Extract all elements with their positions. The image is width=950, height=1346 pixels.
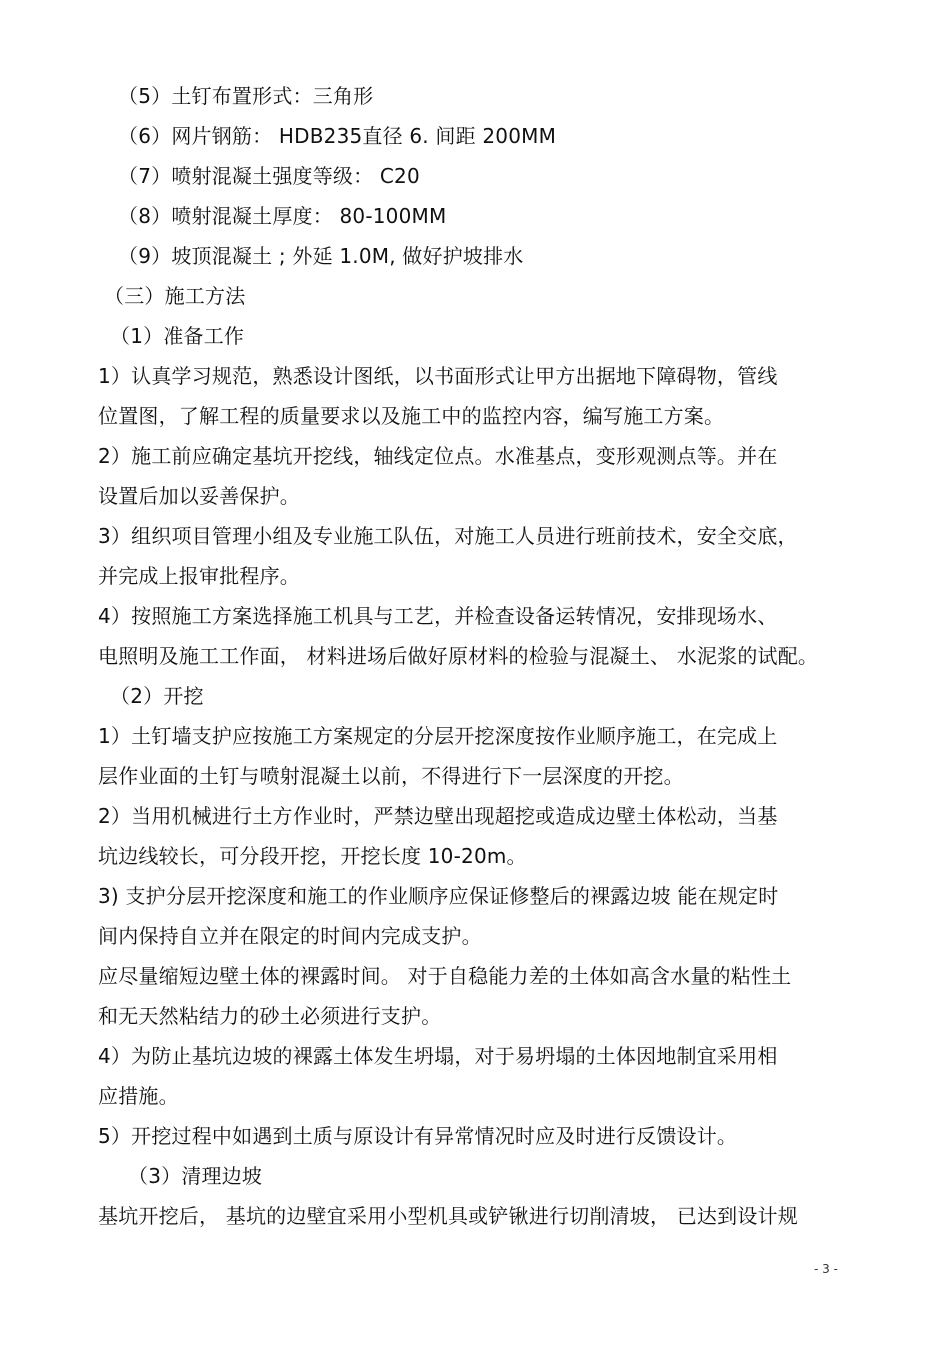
text-line-1: （5）土钉布置形式：三角形 [118, 84, 374, 108]
text-line-14: 4）按照施工方案选择施工机具与工艺，并检查设备运转情况，安排现场水、 [98, 604, 778, 628]
text-line-29: 基坑开挖后， 基坑的边壁宜采用小型机具或铲锹进行切削清坡， 已达到设计规 [98, 1204, 798, 1228]
subsection-heading-2: （2）开挖 [110, 684, 204, 708]
text-line-12: 3）组织项目管理小组及专业施工队伍，对施工人员进行班前技术，安全交底， [98, 524, 798, 548]
text-line-22: 间内保持自立并在限定的时间内完成支护。 [98, 924, 482, 948]
subsection-heading-1: （1）准备工作 [110, 324, 245, 348]
text-line-20: 坑边线较长，可分段开挖，开挖长度 10-20m。 [98, 844, 527, 868]
text-line-4: （8）喷射混凝土厚度： 80-100MM [118, 204, 447, 228]
page-number: - 3 - [814, 1262, 838, 1276]
text-line-3: （7）喷射混凝土强度等级： C20 [118, 164, 420, 188]
text-line-19: 2）当用机械进行土方作业时，严禁边壁出现超挖或造成边壁土体松动，当基 [98, 804, 778, 828]
text-line-21: 3) 支护分层开挖深度和施工的作业顺序应保证修整后的裸露边坡 能在规定时 [98, 884, 779, 908]
text-line-15: 电照明及施工工作面， 材料进场后做好原材料的检验与混凝土、 水泥浆的试配。 [98, 644, 819, 668]
text-line-9: 位置图，了解工程的质量要求以及施工中的监控内容，编写施工方案。 [98, 404, 725, 428]
text-line-13: 并完成上报审批程序。 [98, 564, 300, 588]
text-line-26: 应措施。 [98, 1084, 179, 1108]
text-line-27: 5）开挖过程中如遇到土质与原设计有异常情况时应及时进行反馈设计。 [98, 1124, 738, 1148]
text-line-5: （9）坡顶混凝土 ; 外延 1.0M, 做好护坡排水 [118, 244, 524, 268]
text-line-17: 1）土钉墙支护应按施工方案规定的分层开挖深度按作业顺序施工，在完成上 [98, 724, 778, 748]
subsection-heading-3: （3）清理边坡 [128, 1164, 263, 1188]
section-heading: （三）施工方法 [104, 284, 246, 308]
text-line-11: 设置后加以妥善保护。 [98, 484, 300, 508]
text-line-8: 1）认真学习规范，熟悉设计图纸，以书面形式让甲方出据地下障碍物，管线 [98, 364, 778, 388]
text-line-24: 和无天然粘结力的砂土必须进行支护。 [98, 1004, 442, 1028]
text-line-23: 应尽量缩短边壁土体的裸露时间。 对于自稳能力差的土体如高含水量的粘性土 [98, 964, 792, 988]
text-line-25: 4）为防止基坑边坡的裸露土体发生坍塌，对于易坍塌的土体因地制宜采用相 [98, 1044, 778, 1068]
text-line-10: 2）施工前应确定基坑开挖线，轴线定位点。水准基点，变形观测点等。并在 [98, 444, 778, 468]
text-line-18: 层作业面的土钉与喷射混凝土以前，不得进行下一层深度的开挖。 [98, 764, 684, 788]
text-line-2: （6）网片钢筋： HDB235直径 6. 间距 200MM [118, 124, 557, 148]
